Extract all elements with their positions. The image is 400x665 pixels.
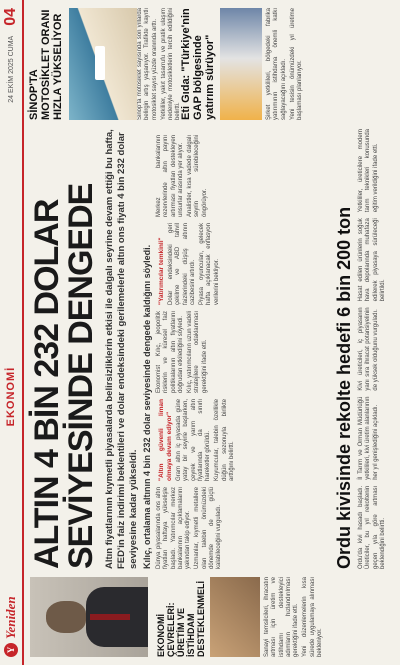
paragraph: Kuyumcular, talebin özellikle düğün sezonuyla birlikte arttığını belirtti. (214, 399, 236, 481)
lead-story-columns (156, 135, 324, 569)
side-story-headline: SİNOP'TA MOTOSİKLET ORANI HIZLA YÜKSELİYOR (28, 9, 64, 120)
newspaper-logo (3, 596, 19, 657)
pull-quote: "Yatırımcılar temkinli" (158, 237, 165, 305)
paragraph: Kılıç, yatırımcıların uzun vadeli stratejilere odaklanması gerektiğini ifade etti. (187, 311, 208, 393)
logo-mark-icon: Y (4, 643, 18, 657)
paragraph: Uzmanlar, kıymetli metallere olan talebin önümüzdeki dönemde de güçlü kalabileceğini vurguladı. (194, 487, 223, 569)
side-story-2-body (266, 8, 304, 120)
article-column (156, 487, 324, 569)
side-story-2 (180, 8, 306, 120)
paragraph: Dünya piyasalarında ons altın fiyatları haftaya yükselişle başladı. Yatırımcılar merkez bankalarının açıklamalarını yakından takip ediyor. (156, 487, 192, 569)
pull-quote: "Altın güvenli liman olmaya devam ediyor" (158, 399, 173, 481)
article-column (156, 223, 324, 305)
lead-summary: Kılıç, ortalama altının 4 bin 232 dolar seviyesinde dengede kaldığını söyledi. (142, 244, 152, 569)
left-story-body (264, 577, 324, 657)
side-story-2-headline: Eti Gıda: "Türkiye'nin GAP bölgesinde yatırım sürüyor" (180, 8, 216, 120)
photo-figure-head (46, 601, 86, 633)
paragraph: Yeni düzenlemelerin kısa sürede uygulamaya alınması bekleniyor. (302, 577, 324, 657)
paragraph: Analistler, kısa vadede dalgalı seyrin sürebileceğini öngörüyor. (187, 135, 208, 217)
article-column: Yetkililer, üreticilere modern tarım teknikleri konusunda eğitim verildiğini ifade etti. (358, 128, 379, 213)
lead-photo (30, 577, 148, 657)
lead-headline: ALTIN 4 BİN 232 DOLAR SEVİYESİNDE DENGEDE (28, 183, 100, 569)
side-story (28, 8, 185, 120)
left-story-photo (210, 577, 260, 657)
paragraph: Sinop'ta motosiklet sayısında son yıllarda belirgin artış yaşanıyor. Trafikte kayıtlı motosiklet sayısı yüzde oranında arttı. (137, 8, 158, 120)
photo-figure-tie (90, 614, 130, 620)
paragraph: Yetkililer, yakıt tasarrufu ve pratik ulaşım nedeniyle motosikletlerin tercih edildiğini belirtti. (160, 8, 182, 120)
left-story (156, 577, 326, 657)
issue-date: 24 EKİM 2025 CUMA (7, 35, 15, 103)
article-column: İl Tarım ve Orman Müdürlüğü yetkilileri, kivi üretim alanlarının her yıl genişlediğini açıkladı. (358, 396, 379, 480)
article-column: Ordu'da kivi hasadı başladı. Üreticiler, bu yıl rekoltenin geçen yıla göre artması beklendiğini belirtti. (358, 485, 386, 569)
photo-boat (95, 46, 105, 80)
bottom-story-columns (358, 129, 387, 569)
left-story-headline: EKONOMİ ÇEVRELERİ: ÜRETİM VE İSTİHDAM DESTEKLENMELİ (156, 580, 206, 657)
article-column (156, 311, 324, 393)
paragraph: Dolar endeksindeki geri çekilme ve ABD tahvil faizlerindeki düşüş altının cazibesini artırdı. (168, 223, 196, 305)
paragraph: Merkez bankalarının rezervlerinde altın payını artırması fiyatları destekleyen unsurlar arasında yer alıyor. (156, 135, 184, 217)
masthead (0, 0, 24, 665)
paragraph: Piyasa oyuncuları, gelecek hafta açıklanacak enflasyon verilerini bekliyor. (199, 223, 220, 305)
article-column: Hasat edilen ürünlerin soğuk hava depolarında muhafaza edilerek piyasaya sürüleceği belirtildi. (358, 218, 386, 302)
page-number: 04 (2, 8, 19, 26)
paragraph: Şirket yetkilileri, bölgedeki fabrika yatırımının istihdama önemli katkı sağlayacağını açıkladı. (266, 8, 287, 120)
side-story-photo (69, 8, 137, 120)
article-column: Kivi üreticileri, iç piyasanın yanı sıra ihracat potansiyelinin de yüksek olduğunu vurguladı. (358, 307, 379, 391)
paragraph: Yeni tesisin önümüzdeki yıl üretime başlaması planlanıyor. (289, 8, 304, 120)
bottom-story-headline: Ordu kivisinde rekolte hedefi 6 bin 200 ton (334, 206, 354, 569)
section-label: EKONOMİ (5, 366, 17, 427)
side-story-2-photo (220, 8, 262, 120)
logo-text: Yeniden (3, 596, 18, 639)
article-column (156, 399, 324, 481)
paragraph: Gram altın iç piyasada güne yatay bir seyirle başlarken, çeyrek ve yarım altın fiyatlarında da sınırlı hareketler görüldü. (176, 399, 212, 481)
side-story-body (137, 8, 183, 120)
article-column (156, 135, 324, 217)
lead-subhead: Altın fiyatlarının kıymetli piyasalarda belirsizliklerin etkisi ile dalgalı seyrine devam ettiği bu hafta, FED'in faiz indirimi beklentileri ve dolar endeksindeki gerilemelerle altın ons fiyatı 4 bin 232 dolar seviyesine kadar yükseldi. (104, 129, 139, 569)
paragraph: Sanayi temsilcileri, ihracatın artması için üretim ve istihdamı destekleyici adımların hızlandırılması gerektiğini ifade etti. (264, 577, 300, 657)
paragraph: Ekonomist Kılıç, jeopolitik risklerin ve küresel faiz politikalarının altın fiyatlarını doğrudan etkilediğini söyledi. (156, 311, 184, 393)
